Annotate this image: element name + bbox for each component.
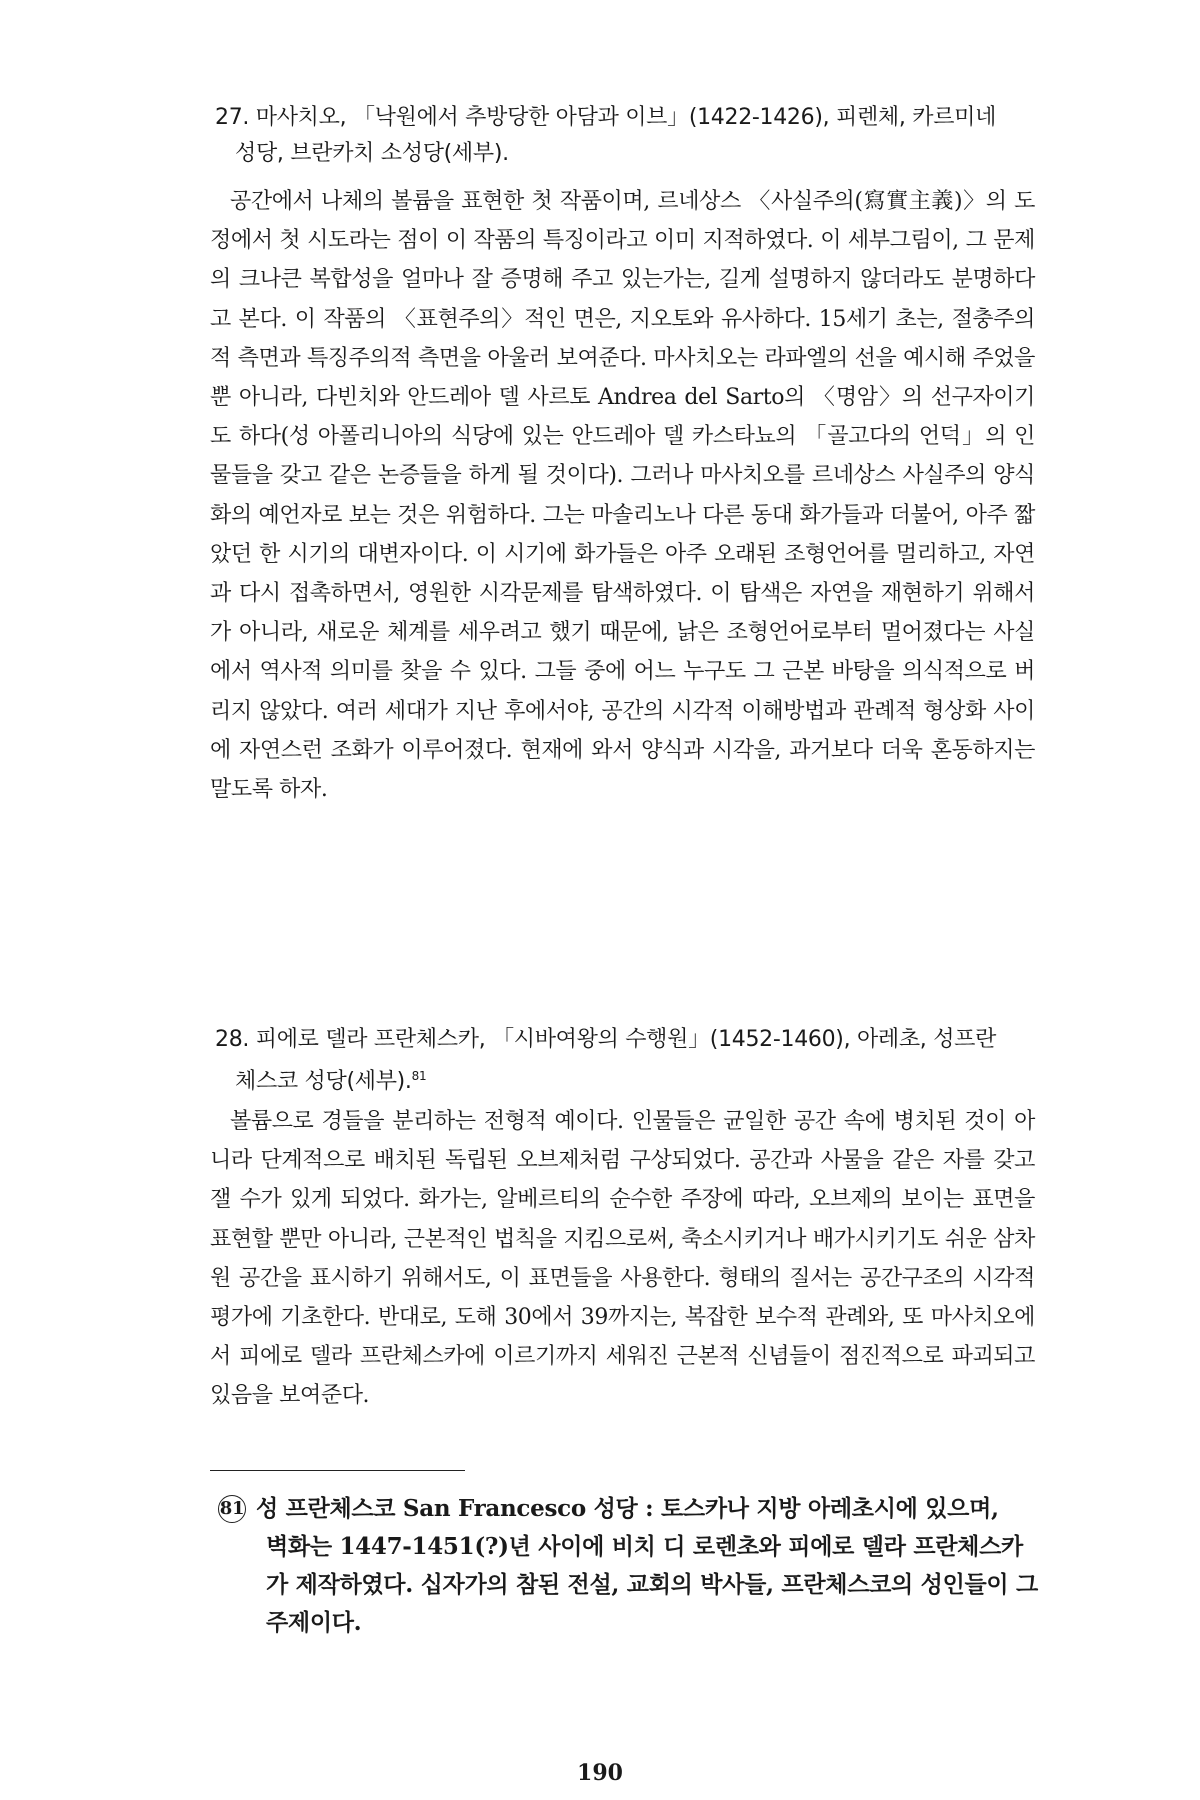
page-number: 190 (577, 1760, 623, 1786)
footnote-line1: 성 프란체스코 San Francesco 성당 : 토스카나 지방 아레초시에 있으며, (256, 1495, 999, 1522)
figure-caption-28 (215, 1022, 1035, 1100)
footnote-marker: 81 (218, 1495, 246, 1523)
footnote-81 (218, 1490, 1038, 1642)
footnote-divider (210, 1470, 465, 1471)
paragraph-figure-27: 공간에서 나체의 볼륨을 표현한 첫 작품이며, 르네상스 〈사실주의(寫實主義)〉의 도정에서 첫 시도라는 점이 이 작품의 특징이라고 이미 지적하였다. 이 세부그림이, 그 문제의 크나큰 복합성을 얼마나 잘 증명해 주고 있는가는, 길게 설명하지 않더라도 분명하다고 본다. 이 작품의 〈표현주의〉적인 면은, 지오토와 유사하다. 15세기 초는, 절충주의적 측면과 특징주의적 측면을 아울러 보여준다. 마사치오는 라파엘의 선을 예시해 주었을 뿐 아니라, 다빈치와 안드레아 델 사르토 Andrea del Sarto의 〈명암〉의 선구자이기도 하다(성 아폴리니아의 식당에 있는 안드레아 델 카스타뇨의 「골고다의 언덕」의 인물들을 갖고 같은 논증들을 하게 될 것이다). 그러나 마사치오를 르네상스 사실주의 양식화의 예언자로 보는 것은 위험하다. 그는 마솔리노나 다른 동대 화가들과 더불어, 아주 짧았던 한 시기의 대변자이다. 이 시기에 화가들은 아주 오래된 조형언어를 멀리하고, 자연과 다시 접촉하면서, 영원한 시각문제를 탐색하였다. 이 탐색은 자연을 재현하기 위해서가 아니라, 새로운 체계를 세우려고 했기 때문에, 낡은 조형언어로부터 멀어졌다는 사실에서 역사적 의미를 찾을 수 있다. 그들 중에 어느 누구도 그 근본 바탕을 의식적으로 버리지 않았다. 여러 세대가 지난 후에서야, 공간의 시각적 이해방법과 관례적 형상화 사이에 자연스런 조화가 이루어졌다. 현재에 와서 양식과 시각을, 과거보다 더욱 혼동하지는 말도록 하자. (210, 189, 1035, 803)
figure-caption-27 (215, 100, 1035, 172)
footnote-body: 벽화는 1447-1451(?)년 사이에 비치 디 로렌초와 피에로 델라 프란체스카가 제작하였다. 십자가의 참된 전설, 교회의 박사들, 프란체스코의 성인들이 그 주제이다. (266, 1533, 1038, 1636)
caption-27-line1: 27. 마사치오, 「낙원에서 추방당한 아담과 이브」(1422-1426), 피렌체, 카르미네 (215, 105, 997, 130)
paragraph-figure-28: 볼륨으로 경들을 분리하는 전형적 예이다. 인물들은 균일한 공간 속에 병치된 것이 아니라 단계적으로 배치된 독립된 오브제처럼 구상되었다. 공간과 사물을 같은 자를 갖고 잴 수가 있게 되었다. 화가는, 알베르티의 순수한 주장에 따라, 오브제의 보이는 표면을 표현할 뿐만 아니라, 근본적인 법칙을 지킴으로써, 축소시키거나 배가시키기도 쉬운 삼차원 공간을 표시하기 위해서도, 이 표면들을 사용한다. 형태의 질서는 공간구조의 시각적 평가에 기초한다. 반대로, 도해 30에서 39까지는, 복잡한 보수적 관례와, 또 마사치오에서 피에로 델라 프란체스카에 이르기까지 세워진 근본적 신념들이 점진적으로 파괴되고 있음을 보여준다. (210, 1109, 1035, 1409)
caption-28-line1: 28. 피에로 델라 프란체스카, 「시바여왕의 수행원」(1452-1460), 아레초, 성프란 (215, 1027, 997, 1052)
caption-28-line2: 체스코 성당(세부). (235, 1069, 412, 1094)
footnote-reference[interactable]: 81 (411, 1069, 427, 1083)
caption-27-line2: 성당, 브란카치 소성당(세부). (235, 141, 509, 166)
